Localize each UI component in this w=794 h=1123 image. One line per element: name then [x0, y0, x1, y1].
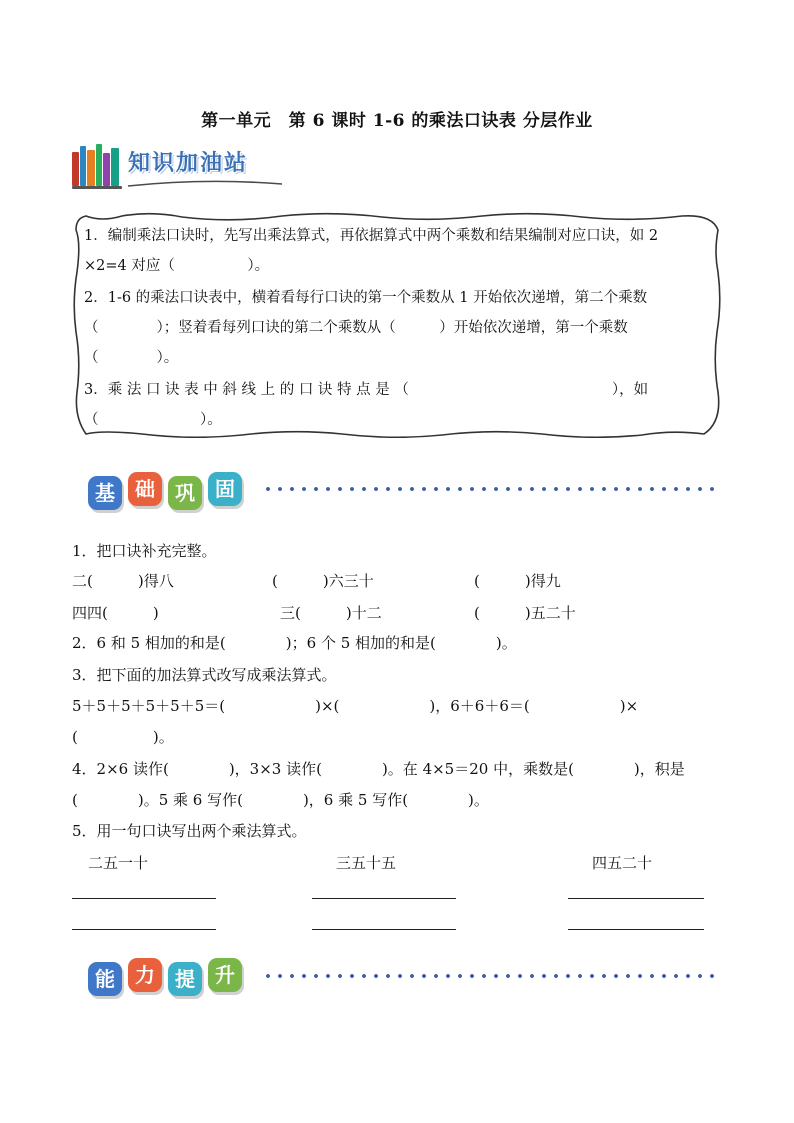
- knowledge-line-3: 2．1-6 的乘法口诀表中，横着看每行口诀的第一个乘数从 1 开始依次递增，第二个乘数: [84, 290, 648, 306]
- knowledge-line-2: ×2=4 对应（ ）。: [84, 258, 270, 274]
- dotted-divider: [262, 973, 714, 979]
- badge-char: 础: [128, 472, 162, 506]
- answer-line[interactable]: [568, 898, 704, 899]
- answer-line[interactable]: [312, 898, 456, 899]
- q4-line-1: 4．2×6 读作( )，3×3 读作( )。在 4×5＝20 中，乘数是( )，积是: [72, 760, 685, 778]
- basic-section-banner: [88, 470, 268, 510]
- q3-line-2: ( )。: [72, 728, 174, 746]
- badge-char: 提: [168, 962, 202, 996]
- page-title: 第一单元 第 6 课时 1-6 的乘法口诀表 分层作业: [201, 111, 593, 131]
- knowledge-heading: 知识加油站: [128, 151, 249, 176]
- q4-line-2: ( )。5 乘 6 写作( )，6 乘 5 写作( )。: [72, 791, 489, 809]
- badge-char: 能: [88, 962, 122, 996]
- q5-rhyme: 四五二十: [592, 854, 653, 872]
- badge-char: 固: [208, 472, 242, 506]
- knowledge-line-4: （ ）；竖着看每列口诀的第二个乘数从（ ）开始依次递增，第一个乘数: [84, 320, 628, 336]
- q1-item: ( )得九: [474, 572, 561, 590]
- badge-char: 力: [128, 958, 162, 992]
- answer-line[interactable]: [72, 929, 216, 930]
- answer-line[interactable]: [312, 929, 456, 930]
- heading-underline: [126, 176, 286, 190]
- badge-char: 基: [88, 476, 122, 510]
- books-icon: [72, 144, 122, 186]
- knowledge-line-5: （ ）。: [84, 350, 179, 366]
- q1-prompt: 1．把口诀补充完整。: [72, 542, 217, 560]
- knowledge-line-1: 1．编制乘法口诀时，先写出乘法算式，再依据算式中两个乘数和结果编制对应口诀，如 2: [84, 228, 659, 244]
- q1-item: 三( )十二: [280, 604, 382, 622]
- q2: 2．6 和 5 相加的和是( )；6 个 5 相加的和是( )。: [72, 634, 517, 652]
- advance-section-banner: [88, 956, 268, 996]
- q3-line-1: 5＋5＋5＋5＋5＋5＝( )×( )，6＋6＋6＝( )×: [72, 697, 639, 715]
- answer-line[interactable]: [72, 898, 216, 899]
- q1-item: 四四( ): [72, 604, 159, 622]
- q3-prompt: 3．把下面的加法算式改写成乘法算式。: [72, 666, 337, 684]
- q5-prompt: 5．用一句口诀写出两个乘法算式。: [72, 822, 307, 840]
- q1-item: ( )五二十: [474, 604, 576, 622]
- badge-char: 升: [208, 958, 242, 992]
- q1-item: 二( )得八: [72, 572, 174, 590]
- answer-line[interactable]: [568, 929, 704, 930]
- dotted-divider: [262, 486, 714, 492]
- badge-char: 巩: [168, 476, 202, 510]
- knowledge-line-6: 3．乘 法 口 诀 表 中 斜 线 上 的 口 诀 特 点 是 （ ），如: [84, 382, 649, 398]
- q1-item: ( )六三十: [272, 572, 374, 590]
- q5-rhyme: 二五一十: [88, 854, 149, 872]
- q5-rhyme: 三五十五: [336, 854, 397, 872]
- knowledge-line-7: （ ）。: [84, 412, 222, 428]
